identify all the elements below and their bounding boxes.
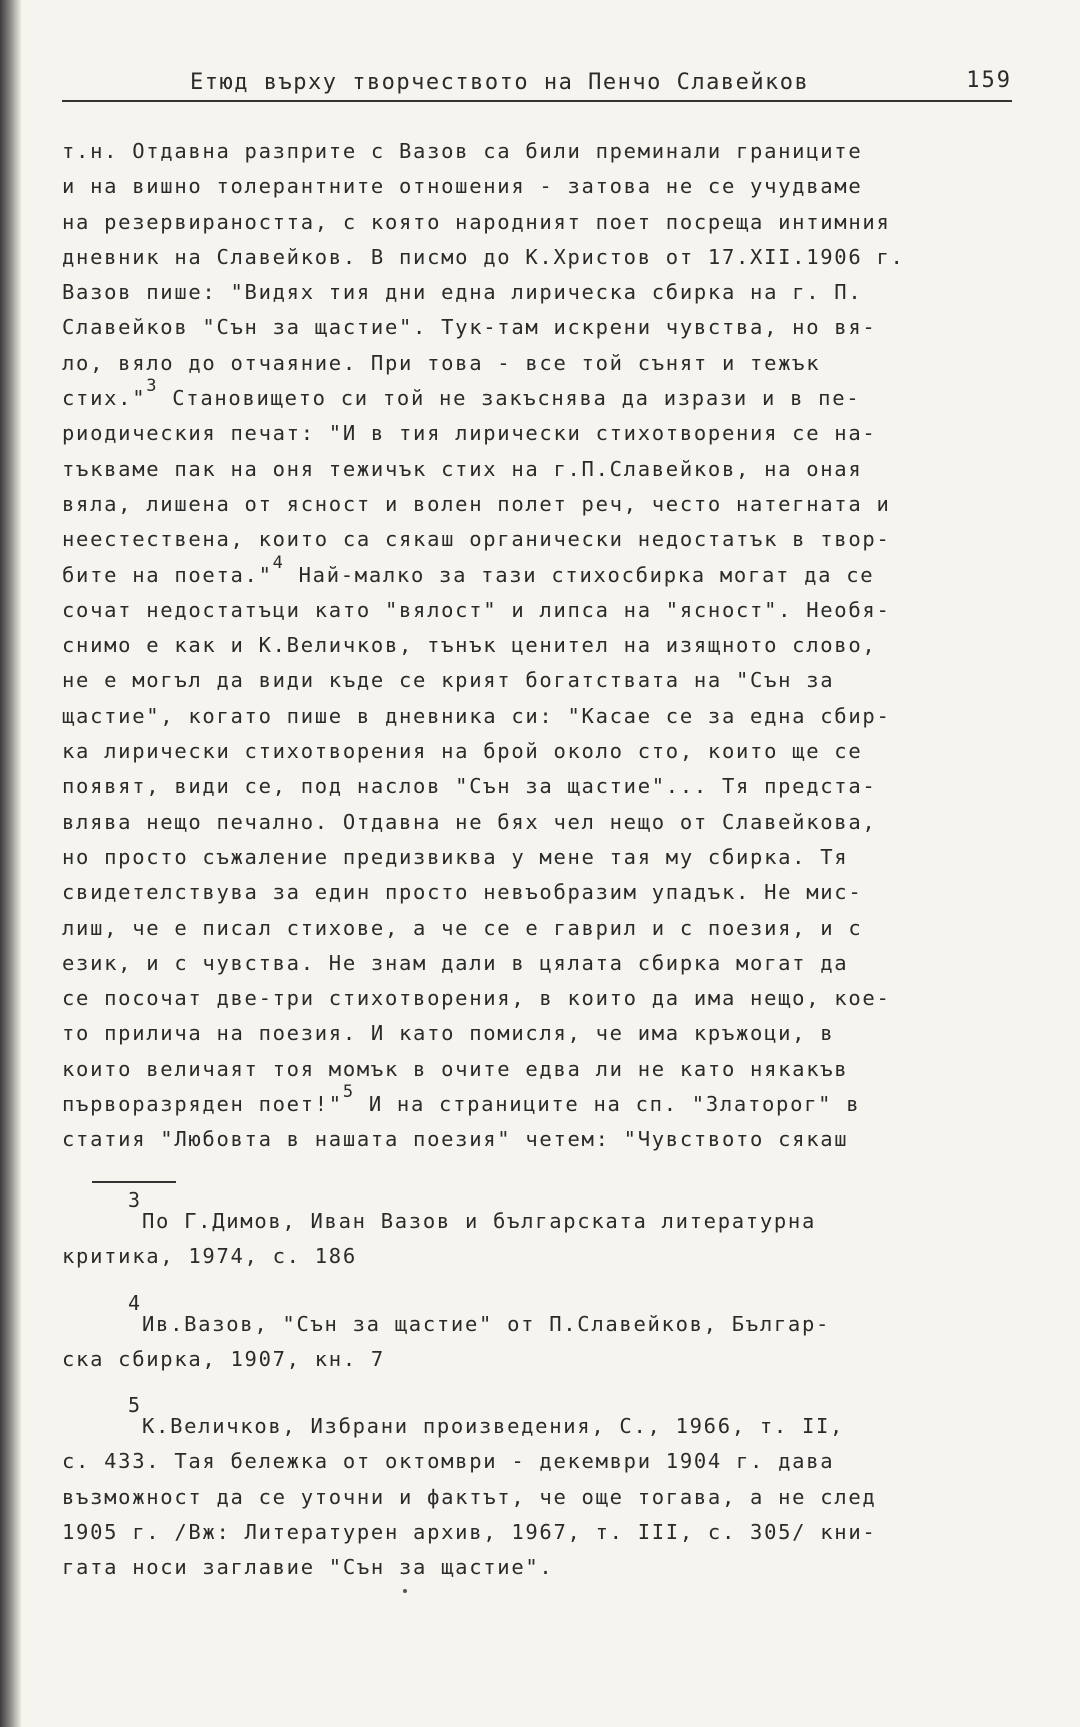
footnote-line: К.Величков, Избрани произведения, С., 1966, т. II, [142, 1414, 845, 1439]
text-line: на резервираността, с която народният поет посреща интимния [62, 209, 891, 234]
text-segment: И на страниците на сп. "Златорог" в [354, 1092, 861, 1117]
footnote-5 [62, 1395, 1042, 1585]
book-spine-shadow [0, 0, 22, 1727]
text-segment: Най-малко за тази стихосбирка могат да се [284, 562, 875, 587]
text-line: щастие", когато пише в дневника си: "Касае се за една сбир- [62, 703, 891, 728]
footnote-4 [62, 1290, 1042, 1378]
text-line: вяла, лишена от ясност и волен полет реч, често натегната и [62, 491, 891, 516]
text-line: риодическия печат: "И в тия лирически стихотворения се на- [62, 421, 877, 446]
text-line [62, 376, 1042, 416]
footnotes [62, 1190, 1042, 1586]
running-title: Етюд върху творчеството на Пенчо Славейков [190, 70, 810, 95]
text-segment: стих." [62, 386, 147, 411]
footnote-line: гата носи заглавие "Сън за щастие". [62, 1555, 554, 1580]
footnote-separator [92, 1181, 176, 1183]
text-line: език, и с чувства. Не знам дали в цялата сбирка могат да [62, 950, 849, 975]
footnote-line: По Г.Димов, Иван Вазов и българската литературна [142, 1209, 817, 1233]
text-line [62, 1082, 1042, 1122]
text-line [62, 552, 1042, 593]
footnote-line: ска сбирка, 1907, кн. 7 [62, 1346, 385, 1371]
text-line: и на вишно толерантните отношения - затова не се учудваме [62, 174, 863, 199]
footnote-ref-3: 3 [146, 376, 159, 397]
text-line: снимо е как и К.Величков, тънък ценител на изящното слово, [62, 633, 877, 658]
footnote-line: възможност да се уточни и фактът, че още тогава, а не след [62, 1484, 877, 1509]
text-line: ло, вяло до отчаяние. При това - все той сънят и тежък [62, 350, 821, 375]
footnote-3 [62, 1190, 1042, 1275]
text-line: ка лирически стихотворения на брой около сто, които ще се [62, 739, 863, 764]
running-header [62, 66, 1012, 102]
text-line: статия "Любовта в нашата поезия" четем: "Чувството сякаш [62, 1127, 849, 1152]
page-number: 159 [966, 68, 1012, 93]
text-line: неестествена, които са сякаш органически недостатък в твор- [62, 527, 891, 552]
text-line: лиш, че е писал стихове, а че се е гаврил и с поезия, и с [62, 915, 863, 940]
text-line: свидетелствува за един просто невъобразим упадък. Не мис- [62, 880, 863, 905]
text-line: се посочат две-три стихотворения, в които да има нещо, кое- [62, 986, 891, 1011]
text-line: тъкваме пак на оня тежичък стих на г.П.Славейков, на оная [62, 456, 863, 481]
text-line: Вазов пише: "Видях тия дни една лирическа сбирка на г. П. [62, 280, 863, 305]
footnote-line: Ив.Вазов, "Сън за щастие" от П.Славейков, Българ- [142, 1311, 831, 1336]
main-text [62, 134, 1042, 1158]
footnote-ref-5: 5 [342, 1082, 355, 1103]
footnote-line: 1905 г. /Вж: Литературен архив, 1967, т. III, с. 305/ кни- [62, 1520, 877, 1545]
print-speck [403, 1589, 407, 1593]
text-line: влява нещо печално. Отдавна не бях чел нещо от Славейкова, [62, 809, 877, 834]
text-segment: Становището си той не закъснява да изрази и в пе- [158, 386, 861, 411]
text-line: дневник на Славейков. В писмо до К.Христов от 17.ХII.1906 г. [62, 244, 905, 269]
text-line: то прилича на поезия. И като помисля, че има кръжоци, в [62, 1021, 835, 1046]
footnote-line: критика, 1974, с. 186 [62, 1244, 357, 1269]
text-segment: бите на поета." [62, 562, 273, 587]
text-line: т.н. Отдавна разприте с Вазов са били преминали границите [62, 139, 863, 163]
footnote-line: с. 433. Тая бележка от октомври - декември 1904 г. дава [62, 1449, 835, 1474]
text-segment: първоразряден поет!" [62, 1092, 343, 1117]
text-line: сочат недостатъци като "вялост" и липса на "ясност". Необя- [62, 597, 891, 622]
footnote-marker: 5 [128, 1393, 141, 1418]
text-line: не е могъл да види къде се крият богатствата на "Сън за [62, 668, 835, 693]
footnote-marker: 4 [128, 1290, 141, 1315]
footnote-marker: 3 [128, 1188, 141, 1212]
text-line: Славейков "Сън за щастие". Тук-там искрени чувства, но вя- [62, 315, 877, 340]
footnote-ref-4: 4 [272, 552, 285, 573]
text-line: но просто съжаление предизвиква у мене тая му сбирка. Тя [62, 844, 849, 869]
text-line: появят, види се, под наслов "Сън за щастие"... Тя предста- [62, 774, 877, 799]
text-line: които величаят тоя момък в очите едва ли не като някакъв [62, 1056, 849, 1081]
